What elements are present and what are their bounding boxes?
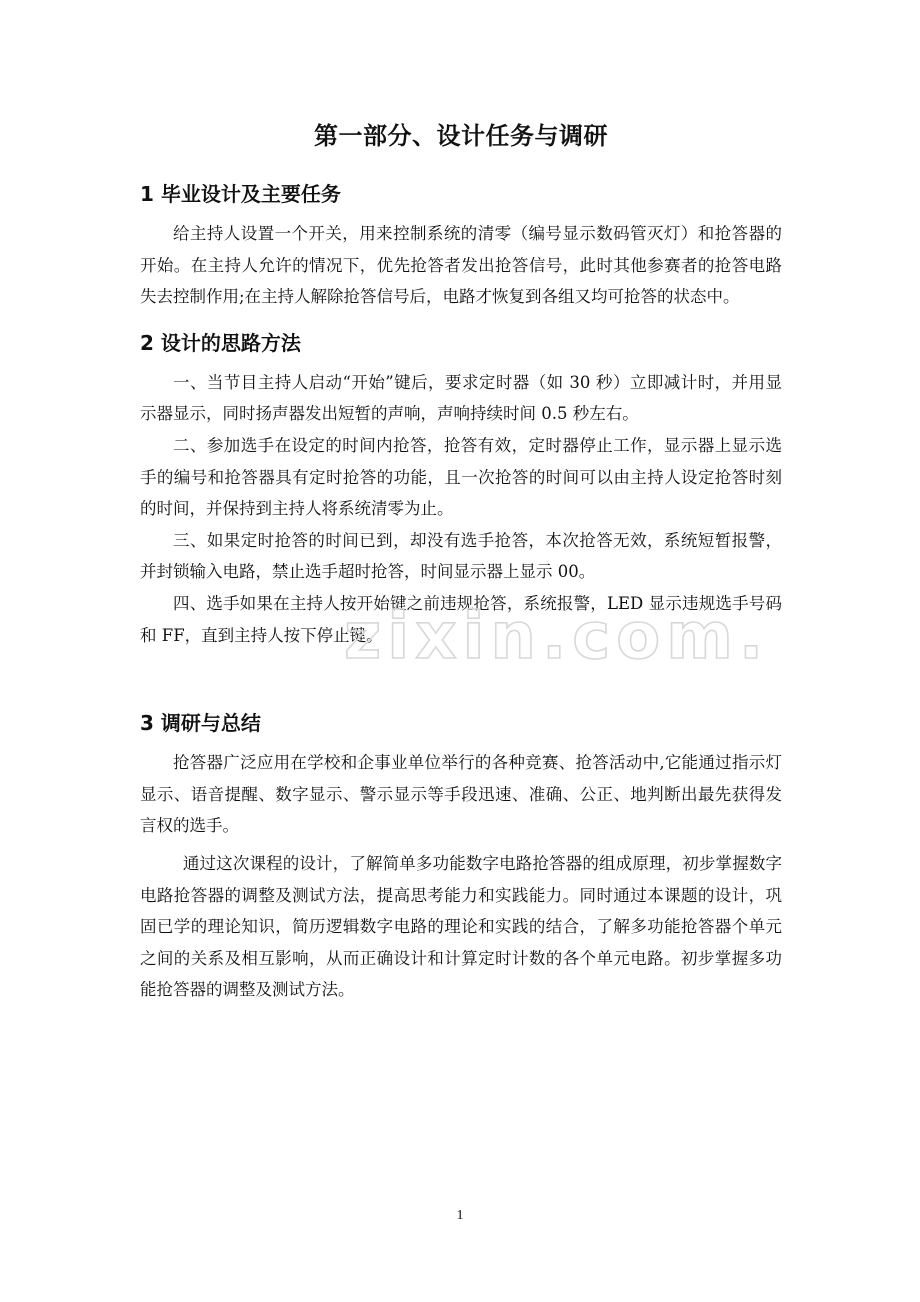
section-2-paragraph-4: 四、选手如果在主持人按开始键之前违规抢答，系统报警，LED 显示违规选手号码和 FF，直到主持人按下停止键。 — [140, 593, 782, 645]
page-number: 1 — [456, 1208, 464, 1223]
section-2-paragraph-3: 三、如果定时抢答的时间已到，却没有选手抢答，本次抢答无效，系统短暂报警，并封锁输入电路，禁止选手超时抢答，时间显示器上显示 00。 — [140, 530, 782, 582]
section-1-paragraph-1: 给主持人设置一个开关，用来控制系统的清零（编号显示数码管灭灯）和抢答器的开始。在主持人允许的情况下，优先抢答者发出抢答信号，此时其他参赛者的抢答电路失去控制作用;在主持人解除抢答信号后，电路才恢复到各组又均可抢答的状态中。 — [140, 224, 782, 307]
section-2-paragraph-2: 二、参加选手在设定的时间内抢答，抢答有效，定时器停止工作，显示器上显示选手的编号和抢答器具有定时抢答的功能，且一次抢答的时间可以由主持人设定抢答时刻的时间，并保持到主持人将系统清零为止。 — [140, 435, 782, 519]
section-2-paragraph-1: 一、当节目主持人启动“开始”键后，要求定时器（如 30 秒）立即减计时，并用显示器显示，同时扬声器发出短暂的声响，声响持续时间 0.5 秒左右。 — [140, 372, 782, 424]
section-3-paragraph-1: 抢答器广泛应用在学校和企事业单位举行的各种竞赛、抢答活动中,它能通过指示灯显示、语音提醒、数字显示、警示显示等手段迅速、准确、公正、地判断出最先获得发言权的选手。 — [140, 753, 782, 836]
watermark-text: zixin.com. — [344, 600, 770, 674]
section-heading-1: 1 毕业设计及主要任务 — [140, 182, 341, 206]
document-title: 第一部分、设计任务与调研 — [314, 122, 608, 150]
section-heading-3: 3 调研与总结 — [140, 711, 261, 736]
section-heading-2: 2 设计的思路方法 — [140, 330, 301, 355]
section-3-paragraph-2: 通过这次课程的设计，了解简单多功能数字电路抢答器的组成原理，初步掌握数字电路抢答器的调整及测试方法，提高思考能力和实践能力。同时通过本课题的设计，巩固已学的理论知识，简历逻辑数字电路的理论和实践的结合，了解多功能抢答器个单元之间的关系及相互影响，从而正确设计和计算定时计数的各个单元电路。初步掌握多功能抢答器的调整及测试方法。 — [140, 853, 782, 1000]
document-body — [140, 112, 782, 1006]
